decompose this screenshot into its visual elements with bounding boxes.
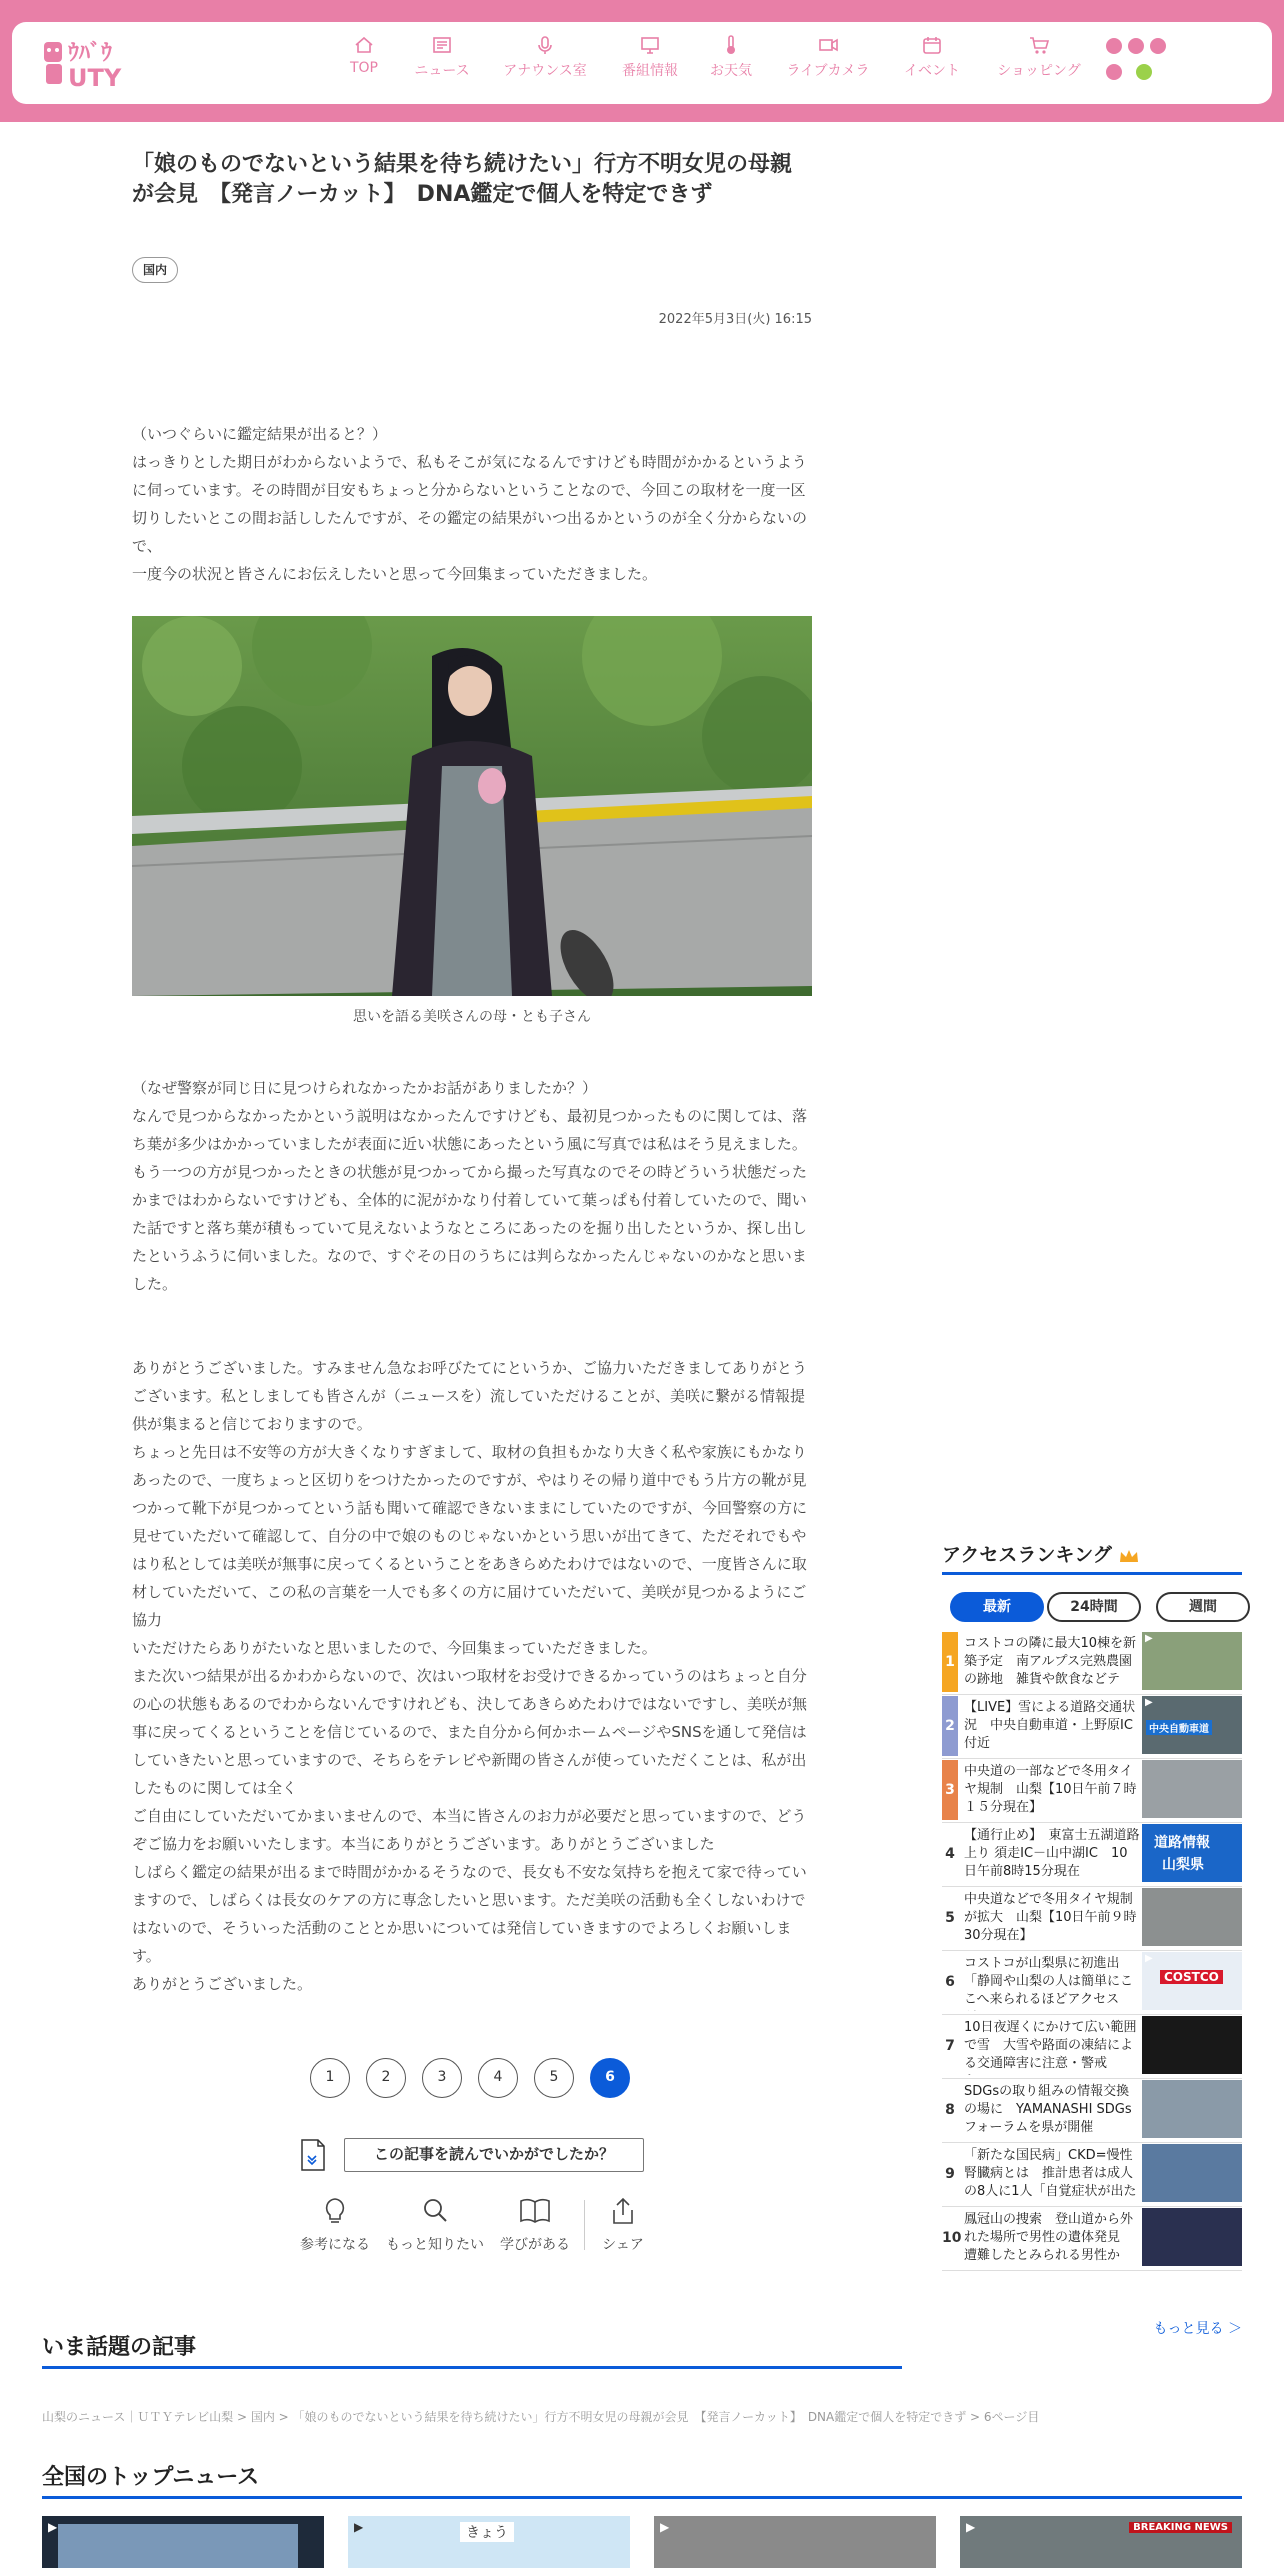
ranking-item-title: 中央道の一部などで冬用タイヤ規制 山梨【10日午前７時１５分現在】 [964, 1764, 1137, 1815]
nav-shopping[interactable] [984, 34, 1094, 94]
nav-label: ニュース [414, 63, 470, 79]
rank-number: 7 [945, 2038, 955, 2054]
site-header [0, 0, 1284, 122]
ranking-thumbnail [1142, 2208, 1242, 2266]
ranking-tab-24h[interactable]: 24時間 [1047, 1592, 1141, 1622]
ranking-thumbnail [1142, 1760, 1242, 1818]
divider [942, 1758, 1242, 1759]
ranking-tab-latest[interactable]: 最新 [950, 1592, 1044, 1622]
nav-events[interactable] [892, 34, 972, 94]
article-title: 「娘のものでないという結果を待ち続けたい」行方不明女児の母親が会見 【発言ノーカット】 DNA鑑定で個人を特定できず [132, 152, 793, 207]
nav-label: TOP [349, 60, 378, 76]
more-link[interactable]: もっと見る ＞ [1153, 2321, 1242, 2337]
ranking-thumbnail [1142, 1632, 1242, 1690]
ranking-item-title: 【LIVE】雪による道路交通状況 中央自動車道・上野原IC付近 [964, 1700, 1136, 1751]
ranking-heading [942, 1540, 1242, 1567]
top-news-card[interactable] [348, 2516, 630, 2568]
ranking-tab-weekly[interactable]: 週間 [1156, 1592, 1250, 1622]
rank-number: 2 [942, 1696, 958, 1756]
thumb-text: 道路情報 [1154, 1835, 1210, 1851]
nav-label: ショッピング [997, 63, 1081, 79]
feedback-label: 学びがある [500, 2237, 570, 2253]
article-paragraph: （なぜ警察が同じ日に見つけられなかったかお話がありましたか？） なんで見つからなかったかという説明はなかったんですけども、最初見つかったものに関しては、落ち葉が多少はかかっていましたが表面に近い状態にあったという風に写真では私はそう見えました。 もう一つの方が見つかったときの状態が見つかってから撮った写真なのでその時どういう状態だったかまではわからないですけども、全体的に泥がかなり付着していて葉っぱも付着していたので、聞いた話ですと落ち葉が積もっていて見えないようなところにあったのを掘り出したというか、探し出したというふうに伺いました。なので、すぐその日のうちには判らなかったんじゃないのかなと思いました。 [132, 1079, 808, 1293]
ranking-thumbnail [1142, 1952, 1242, 2010]
top-news-card[interactable] [654, 2516, 936, 2568]
play-icon: ▶ [660, 2520, 670, 2534]
ranking-item[interactable] [942, 1760, 1242, 1820]
feedback-helpful-button[interactable] [280, 2196, 390, 2256]
document-icon [296, 2138, 330, 2172]
ranking-item[interactable] [942, 2080, 1242, 2140]
lightbulb-icon [321, 2196, 349, 2226]
rank-number: 9 [945, 2166, 955, 2182]
article-paragraph: ありがとうございました。すみません急なお呼びたてにというか、ご協力いただきましてありがとうございます。私としましても皆さんが（ニュースを）流していただけることが、美咲に繋がる情報提供が集まると信じておりますので。 ちょっと先日は不安等の方が大きくなりすぎまして、取材の負担もかなり大きく私や家族にもかなりあったので、一度ちょっと区切りをつけたかったのですが、やはりその帰り道中でもう片方の靴が見つかって靴下が見つかってという話も聞いて確認できないままにしていたのですが、今回警察の方に見せていただいて確認して、自分の中で娘のものじゃないかという思いが出てきて、ただそれでもやはり私としては美咲が無事に戻ってくるということをあきらめたわけではないので、一度皆さんに取材していただいて、この私の言葉を一人でも多くの方に届けていただいて、美咲が見つかるようにご協力 いただけたらありがたいなと思いましたので、今回集まっていただきました。 また次いつ結果が出るかわからないので、次はいつ取材をお受けできるかっていうのはちょっと自分の心の状態もあるのでわからないんですけれども、決してあきらめたわけではないですし、美咲が無事に戻ってくるということを信じているので、また自分から何かホームページやSNSを通して発信はしていきたいと思っていますので、そちらをテレビや新聞の皆さんが使っていただくことは、私が出したものに関しては全く ご自由にしていただいてかまいませんので、本当に皆さんのお力が必要だと思っていますので、どうぞご協力をお願いいたします。本当にありがとうございます。ありがとうございました しばらく鑑定の結果が出るまで時間がかかるそうなので、長女も不安な気持ちを抱えて家で待っていますので、しばらくは長女のケアの方に専念したいと思います。ただ美咲の活動も全くしないわけではないので、そういった活動のこととか思いについては発信していきますのでよろしくお願いします。 ありがとうございました。 [132, 1359, 808, 1993]
nav-label: アナウンス室 [503, 63, 587, 79]
publish-date: 2022年5月3日(火) 16:15 [658, 312, 812, 327]
line-icon[interactable] [1136, 64, 1152, 80]
rank-number: 3 [942, 1760, 958, 1820]
hot-underline [42, 2366, 902, 2369]
ranking-item[interactable] [942, 1696, 1242, 1756]
page-2-button[interactable]: 2 [366, 2058, 406, 2098]
category-badge[interactable]: 国内 [132, 257, 178, 283]
thumb-text: きょう [460, 2522, 514, 2542]
play-icon: ▶ [354, 2520, 364, 2534]
nav-label: ライブカメラ [786, 63, 870, 79]
hot-articles-heading: いま話題の記事 [42, 2335, 197, 2360]
ranking-item-title: SDGsの取り組みの情報交換の場に YAMANASHI SDGs フォーラムを県が開催 [964, 2084, 1132, 2135]
ranking-item[interactable] [942, 2208, 1242, 2268]
ranking-item-title: 【通行止め】 東富士五湖道路上り 須走IC－山中湖IC 10日午前8時15分現在 [964, 1828, 1140, 1879]
play-icon: ▶ [1145, 1697, 1153, 1708]
divider [942, 2142, 1242, 2143]
feedback-label: 参考になる [300, 2237, 370, 2253]
rank-number: 5 [945, 1910, 955, 1926]
pagination [310, 2058, 650, 2098]
share-icon [609, 2196, 637, 2226]
divider [942, 2014, 1242, 2015]
divider [942, 2206, 1242, 2207]
nav-news[interactable] [402, 34, 482, 94]
thumb-text: COSTCO [1160, 1970, 1223, 1984]
page-4-button[interactable]: 4 [478, 2058, 518, 2098]
cart-icon [1028, 34, 1050, 56]
nav-label: 番組情報 [622, 63, 678, 79]
nav-live-camera[interactable] [778, 34, 878, 94]
top-news-card[interactable] [960, 2516, 1242, 2568]
camera-icon [817, 34, 839, 56]
rank-number: 4 [945, 1846, 955, 1862]
play-icon: ▶ [966, 2520, 976, 2534]
divider [942, 2270, 1242, 2271]
thumb-text: BREAKING NEWS [1129, 2522, 1232, 2533]
nav-programs[interactable] [610, 34, 690, 94]
ranking-item-title: 「新たな国民病」CKD=慢性腎臓病とは 推計患者は成人の8人に1人「自覚症状が出た [964, 2148, 1137, 2199]
feedback-label: シェア [602, 2237, 644, 2253]
breadcrumb[interactable]: 山梨のニュース｜ＵＴＹテレビ山梨 > 国内 > 「娘のものでないという結果を待ち続けたい」行方不明女児の母親が会見 【発言ノーカット】 DNA鑑定で個人を特定できず > 6ページ目 [42, 2410, 1040, 2424]
nav-top[interactable] [334, 34, 394, 94]
ranking-item-title: コストコが山梨県に初進出 「静岡や山梨の人は簡単にここへ来られるほどアクセス [964, 1956, 1134, 2007]
page-5-button[interactable]: 5 [534, 2058, 574, 2098]
instagram-icon[interactable] [1150, 38, 1166, 54]
rank-number: 1 [942, 1632, 958, 1692]
rank-number: 6 [945, 1974, 955, 1990]
top-news-underline [42, 2496, 1242, 2499]
svg-text:ｳﾊﾞｳ: ｳﾊﾞｳ [68, 41, 113, 66]
ranking-item-title: 10日夜遅くにかけて広い範囲で雪 大雪や路面の凍結による交通障害に注意・警戒 [964, 2020, 1137, 2071]
ranking-item[interactable] [942, 2144, 1242, 2204]
ranking-thumbnail [1142, 1824, 1242, 1882]
photo-caption: 思いを語る美咲さんの母・とも子さん [353, 1009, 591, 1025]
thumb-text: 中央自動車道 [1146, 1720, 1212, 1735]
ranking-item-title: 鳳冠山の捜索 登山道から外れた場所で男性の遺体発見 遭難したとみられる男性か [964, 2212, 1134, 2263]
newspaper-icon [431, 34, 453, 56]
ranking-thumbnail [1142, 2144, 1242, 2202]
ranking-underline [942, 1572, 1242, 1575]
ranking-item[interactable] [942, 2016, 1242, 2076]
nav-announcers[interactable] [492, 34, 598, 94]
home-icon [353, 34, 375, 56]
top-news-card[interactable] [42, 2516, 324, 2568]
ranking-item-title: 中央道などで冬用タイヤ規制が拡大 山梨【10日午前９時30分現在】 [964, 1892, 1137, 1943]
divider [942, 1886, 1242, 1887]
twitter-icon[interactable] [1106, 38, 1122, 54]
ranking-item[interactable] [942, 1952, 1242, 2012]
feedback-question: この記事を読んでいかがでしたか？ [344, 2138, 644, 2172]
page-1-button[interactable]: 1 [310, 2058, 350, 2098]
article-paragraph: （いつぐらいに鑑定結果が出ると？） はっきりとした期日がわからないようで、私もそこが気になるんですけども時間がかかるというように伺っています。その時間が目安もちょっと分からないということなので、今回この取材を一度一区切りしたいとこの間お話ししたんですが、その鑑定の結果がいつ出るかというのが全く分からないので、 一度今の状況と皆さんにお伝えしたいと思って今回集まっていただきました。 [132, 425, 808, 583]
play-icon: ▶ [48, 2520, 58, 2534]
ranking-thumbnail [1142, 1888, 1242, 1946]
header-bar [12, 22, 1272, 104]
feedback-know-more-button[interactable] [380, 2196, 490, 2256]
search-icon [421, 2196, 449, 2226]
ranking-thumbnail [1142, 2080, 1242, 2138]
rank-number: 10 [942, 2230, 962, 2246]
play-icon: ▶ [1145, 1953, 1153, 1964]
site-logo[interactable] [42, 34, 154, 90]
feedback-label: もっと知りたい [386, 2237, 484, 2253]
thermometer-icon [720, 34, 742, 56]
nav-label: お天気 [710, 63, 752, 79]
article-photo [132, 616, 812, 996]
page-3-button[interactable]: 3 [422, 2058, 462, 2098]
calendar-icon [921, 34, 943, 56]
rank-number: 8 [945, 2102, 955, 2118]
nav-weather[interactable] [698, 34, 764, 94]
top-news-heading: 全国のトップニュース [42, 2465, 260, 2490]
divider [942, 1694, 1242, 1695]
play-icon: ▶ [1145, 1633, 1153, 1644]
divider [942, 2078, 1242, 2079]
tv-icon [639, 34, 661, 56]
share-button[interactable] [568, 2196, 678, 2256]
divider [942, 1950, 1242, 1951]
thumb-text: 山梨県 [1162, 1857, 1204, 1873]
ranking-item[interactable] [942, 1824, 1242, 1884]
book-icon [518, 2196, 552, 2226]
ranking-item[interactable] [942, 1632, 1242, 1692]
nav-label: イベント [904, 63, 960, 79]
ranking-item[interactable] [942, 1888, 1242, 1948]
facebook-icon[interactable] [1128, 38, 1144, 54]
ranking-thumbnail [1142, 2016, 1242, 2074]
ranking-heading-text: アクセスランキング [942, 1544, 1112, 1566]
youtube-icon[interactable] [1106, 64, 1122, 80]
svg-text:UTY: UTY [68, 64, 122, 90]
microphone-icon [534, 34, 556, 56]
ranking-item-title: コストコの隣に最大10棟を新築予定 南アルプス完熟農園の跡地 雑貨や飲食などテ [964, 1636, 1137, 1687]
divider [942, 1822, 1242, 1823]
page-6-button[interactable]: 6 [590, 2058, 630, 2098]
ranking-thumbnail [1142, 1696, 1242, 1754]
crown-icon [1119, 1549, 1139, 1563]
